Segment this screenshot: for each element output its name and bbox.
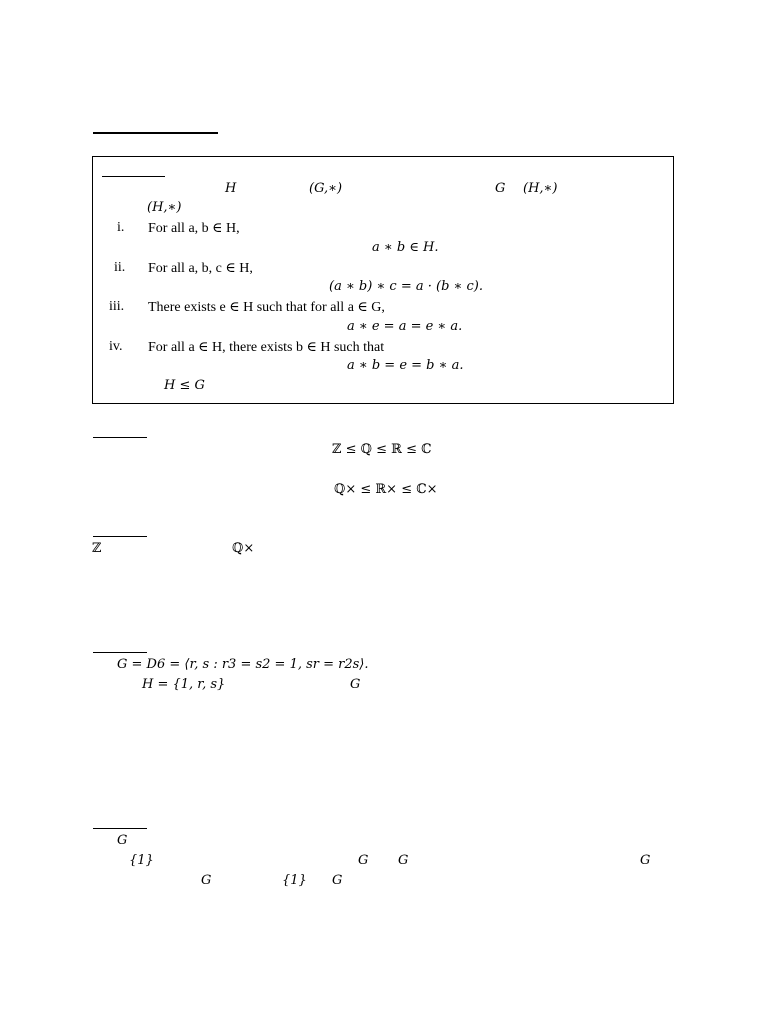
def-line2-pair: (H,∗) — [147, 200, 182, 215]
def-pair-H: (H,∗) — [523, 181, 558, 196]
item-text: For all a, b, c ∈ H, — [148, 261, 253, 276]
item-equation: (a ∗ b) ∗ c = a · (b ∗ c). — [329, 279, 483, 294]
example3-label-rule — [93, 652, 147, 653]
def-group-G: (G,∗) — [309, 181, 343, 196]
item-text: For all a ∈ H, there exists b ∈ H such that — [148, 340, 385, 355]
group-G: G — [358, 853, 369, 868]
rationals-units-symbol: ℚ× — [232, 541, 255, 556]
item-equation: a ∗ e = a = e ∗ a. — [347, 319, 463, 334]
definition-label-rule — [102, 176, 165, 177]
item-equation: a ∗ b = e = b ∗ a. — [347, 358, 464, 373]
trivial-subgroup: {1} — [282, 873, 307, 888]
item-marker: i. — [117, 220, 125, 235]
heading-rule — [93, 132, 218, 134]
item-marker: iii. — [109, 299, 125, 314]
group-G: G — [117, 833, 128, 848]
def-var-G: G — [495, 181, 506, 196]
group-G: G — [350, 677, 361, 692]
item-equation: a ∗ b ∈ H. — [372, 240, 439, 255]
number-chain-multiplicative: ℚ× ≤ ℝ× ≤ ℂ× — [334, 482, 438, 497]
group-G: G — [201, 873, 212, 888]
group-G: G — [398, 853, 409, 868]
number-chain-additive: ℤ ≤ ℚ ≤ ℝ ≤ ℂ — [332, 442, 432, 457]
item-text: For all a, b ∈ H, — [148, 221, 240, 236]
example4-label-rule — [93, 828, 147, 829]
subset-H: H = {1, r, s} — [142, 677, 226, 692]
def-var-H: H — [225, 181, 237, 196]
example1-label-rule — [93, 437, 147, 438]
dihedral-presentation: G = D6 = ⟨r, s : r3 = s2 = 1, sr = r2s⟩. — [117, 657, 369, 672]
item-text: There exists e ∈ H such that for all a ∈ G, — [148, 300, 385, 315]
subgroup-notation: H ≤ G — [164, 378, 205, 393]
trivial-subgroup: {1} — [129, 853, 154, 868]
item-marker: iv. — [109, 339, 123, 354]
group-G: G — [640, 853, 651, 868]
example2-label-rule — [93, 536, 147, 537]
group-G: G — [332, 873, 343, 888]
item-marker: ii. — [114, 260, 126, 275]
integers-symbol: ℤ — [92, 541, 102, 556]
